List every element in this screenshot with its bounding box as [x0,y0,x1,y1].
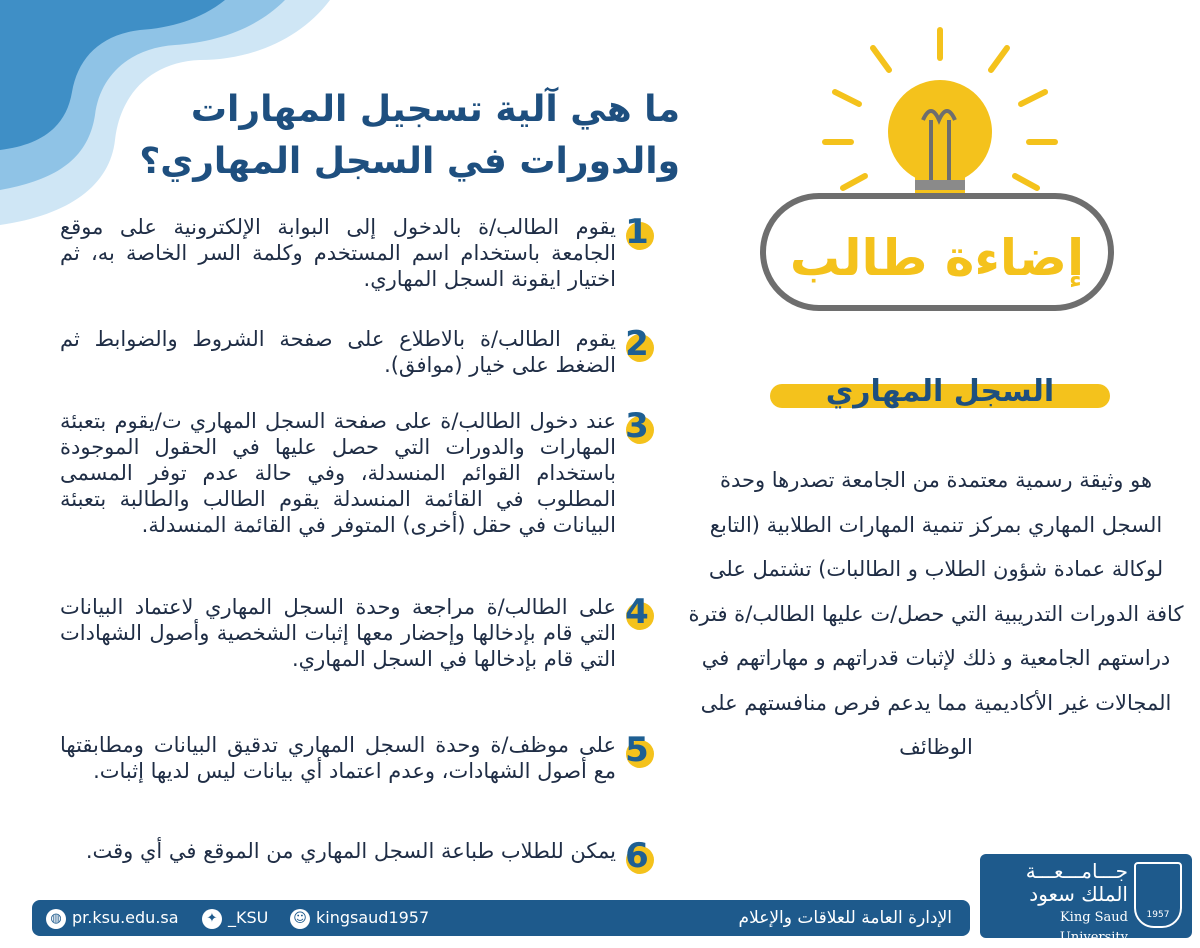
title-line-2: والدورات في السجل المهاري؟ [139,141,680,182]
step-number: 1 [620,212,660,252]
footer-snapchat[interactable]: ☺ kingsaud1957 [290,900,429,936]
university-emblem-icon [1134,862,1182,928]
title-line-1: ما هي آلية تسجيل المهارات [190,89,680,130]
logo-year: 1957 [1146,910,1170,920]
step-text: يقوم الطالب/ة بالاطلاع على صفحة الشروط والضوابط ثم الضغط على خيار (موافق). [60,327,616,377]
twitter-icon: ✦ [202,909,222,929]
snapchat-icon: ☺ [290,909,310,929]
step-text: يقوم الطالب/ة بالدخول إلى البوابة الإلكترونية على موقع الجامعة باستخدام اسم المستخدم وكلمة السر الخاصة به، ثم اختيار ايقونة السجل المهاري. [60,215,616,291]
ksu-logo [980,854,1192,945]
step-number: 5 [620,730,660,770]
step-text: عند دخول الطالب/ة على صفحة السجل المهاري ت/يقوم بتعبئة المهارات والدورات التي حصل عليها في الحقول الموجودة باستخدام القوائم المنسدلة، وفي حالة عدم توفر المسمى المطلوب في القائمة المنسدلة يقوم الطالب والطالبة بتعبئة البيانات في حقل (أخرى) المتوفر في القائمة المنسدلة. [60,409,616,537]
logo-arabic-line-1: جـــامـــعـــة [1025,859,1128,883]
page-title [120,84,680,188]
step-text: يمكن للطلاب طباعة السجل المهاري من الموقع في أي وقت. [85,839,616,863]
lightbulb-badge [755,20,1155,320]
footer-twitter[interactable]: ✦ _KSU [202,900,268,936]
step-number: 4 [620,592,660,632]
step-number: 6 [620,836,660,876]
globe-icon: ◍ [46,909,66,929]
footer-website[interactable]: ◍ pr.ksu.edu.sa [46,900,179,936]
logo-english: King Saud University [1059,910,1128,945]
footer-bar [32,900,970,936]
logo-arabic-line-2: الملك سعود [1029,882,1128,906]
step-number: 3 [620,406,660,446]
step-number: 2 [620,324,660,364]
record-heading-text: السجل المهاري [825,374,1055,409]
badge-text: إضاءة طالب [789,229,1085,287]
record-description: هو وثيقة رسمية معتمدة من الجامعة تصدرها وحدة السجل المهاري بمركز تنمية المهارات الطلابية (التابع لوكالة عمادة شؤون الطلاب و الطالبات) تشتمل على كافة الدورات التدريبية التي حصل/ت عليها الطالب/ة فترة دراستهم الجامعية و ذلك لإثبات قدراتهم و مهاراتهم في المجالات غير الأكاديمية مما يدعم فرص منافستهم على الوظائف [688,468,1184,759]
step-text: على موظف/ة وحدة السجل المهاري تدقيق البيانات ومطابقتها مع أصول الشهادات، وعدم اعتماد أي بيانات ليس لديها إثبات. [60,733,616,783]
record-heading [770,370,1110,414]
footer-department: الإدارة العامة للعلاقات والإعلام [738,908,952,928]
step-text: على الطالب/ة مراجعة وحدة السجل المهاري لاعتماد البيانات التي قام بإدخالها وإحضار معها إثبات الشخصية وأصول الشهادات التي قام بإدخالها في السجل المهاري. [60,595,616,671]
